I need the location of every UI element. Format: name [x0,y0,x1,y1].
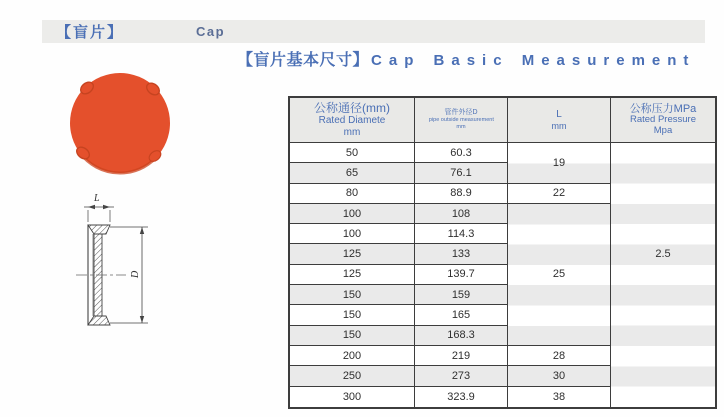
d-arrow-top [140,227,144,234]
od-cell: 76.1 [415,163,508,183]
page-title-en: Cap [196,24,226,39]
od-cell: 108 [415,204,508,224]
od-cell: 60.3 [415,143,508,163]
l-arrow-right [103,205,110,209]
header-pipe-outside: 管件外径D pipe outside measurement mm [415,98,508,143]
pressure-span-cell: 2.5 [611,143,715,407]
header-rated-pressure: 公称压力MPa Rated Pressure Mpa [611,98,715,143]
od-cell: 165 [415,305,508,325]
l-span-cell: 28 [508,346,611,366]
l-span-cell: 38 [508,387,611,407]
dn-cell: 125 [290,265,415,285]
section-heading [237,47,695,70]
od-cell: 219 [415,346,508,366]
od-cell: 323.9 [415,387,508,407]
section-heading-zh: 【盲片基本尺寸】 [237,52,370,69]
l-span-cell: 19 [508,143,611,184]
dn-cell: 65 [290,163,415,183]
od-cell: 139.7 [415,265,508,285]
dn-cell: 200 [290,346,415,366]
od-cell: 159 [415,285,508,305]
l-span-cell: 30 [508,366,611,386]
page-title-zh: 【盲片】 [56,24,125,41]
l-span-cell: 25 [508,204,611,346]
dn-cell: 150 [290,305,415,325]
section-heading-en: Cap Basic Measurement [371,52,696,69]
dn-cell: 125 [290,244,415,264]
cap-section-drawing [60,188,170,358]
od-cell: 114.3 [415,224,508,244]
dim-label-l: L [94,193,100,204]
od-cell: 168.3 [415,326,508,346]
dn-cell: 300 [290,387,415,407]
l-arrow-left [88,205,95,209]
l-span-cell: 22 [508,184,611,204]
dn-cell: 150 [290,285,415,305]
title-band [42,20,705,43]
od-cell: 273 [415,366,508,386]
dn-cell: 50 [290,143,415,163]
header-l: L mm [508,98,611,143]
dn-cell: 80 [290,184,415,204]
header-rated-diameter: 公称通径(mm) Rated Diamete mm [290,98,415,143]
dn-cell: 100 [290,204,415,224]
dim-label-d: D [130,270,141,278]
d-arrow-bottom [140,316,144,323]
cap-photo [68,71,172,175]
dn-cell: 100 [290,224,415,244]
cap-measurement-table [288,96,717,409]
od-cell: 88.9 [415,184,508,204]
dn-cell: 150 [290,326,415,346]
dn-cell: 250 [290,366,415,386]
od-cell: 133 [415,244,508,264]
